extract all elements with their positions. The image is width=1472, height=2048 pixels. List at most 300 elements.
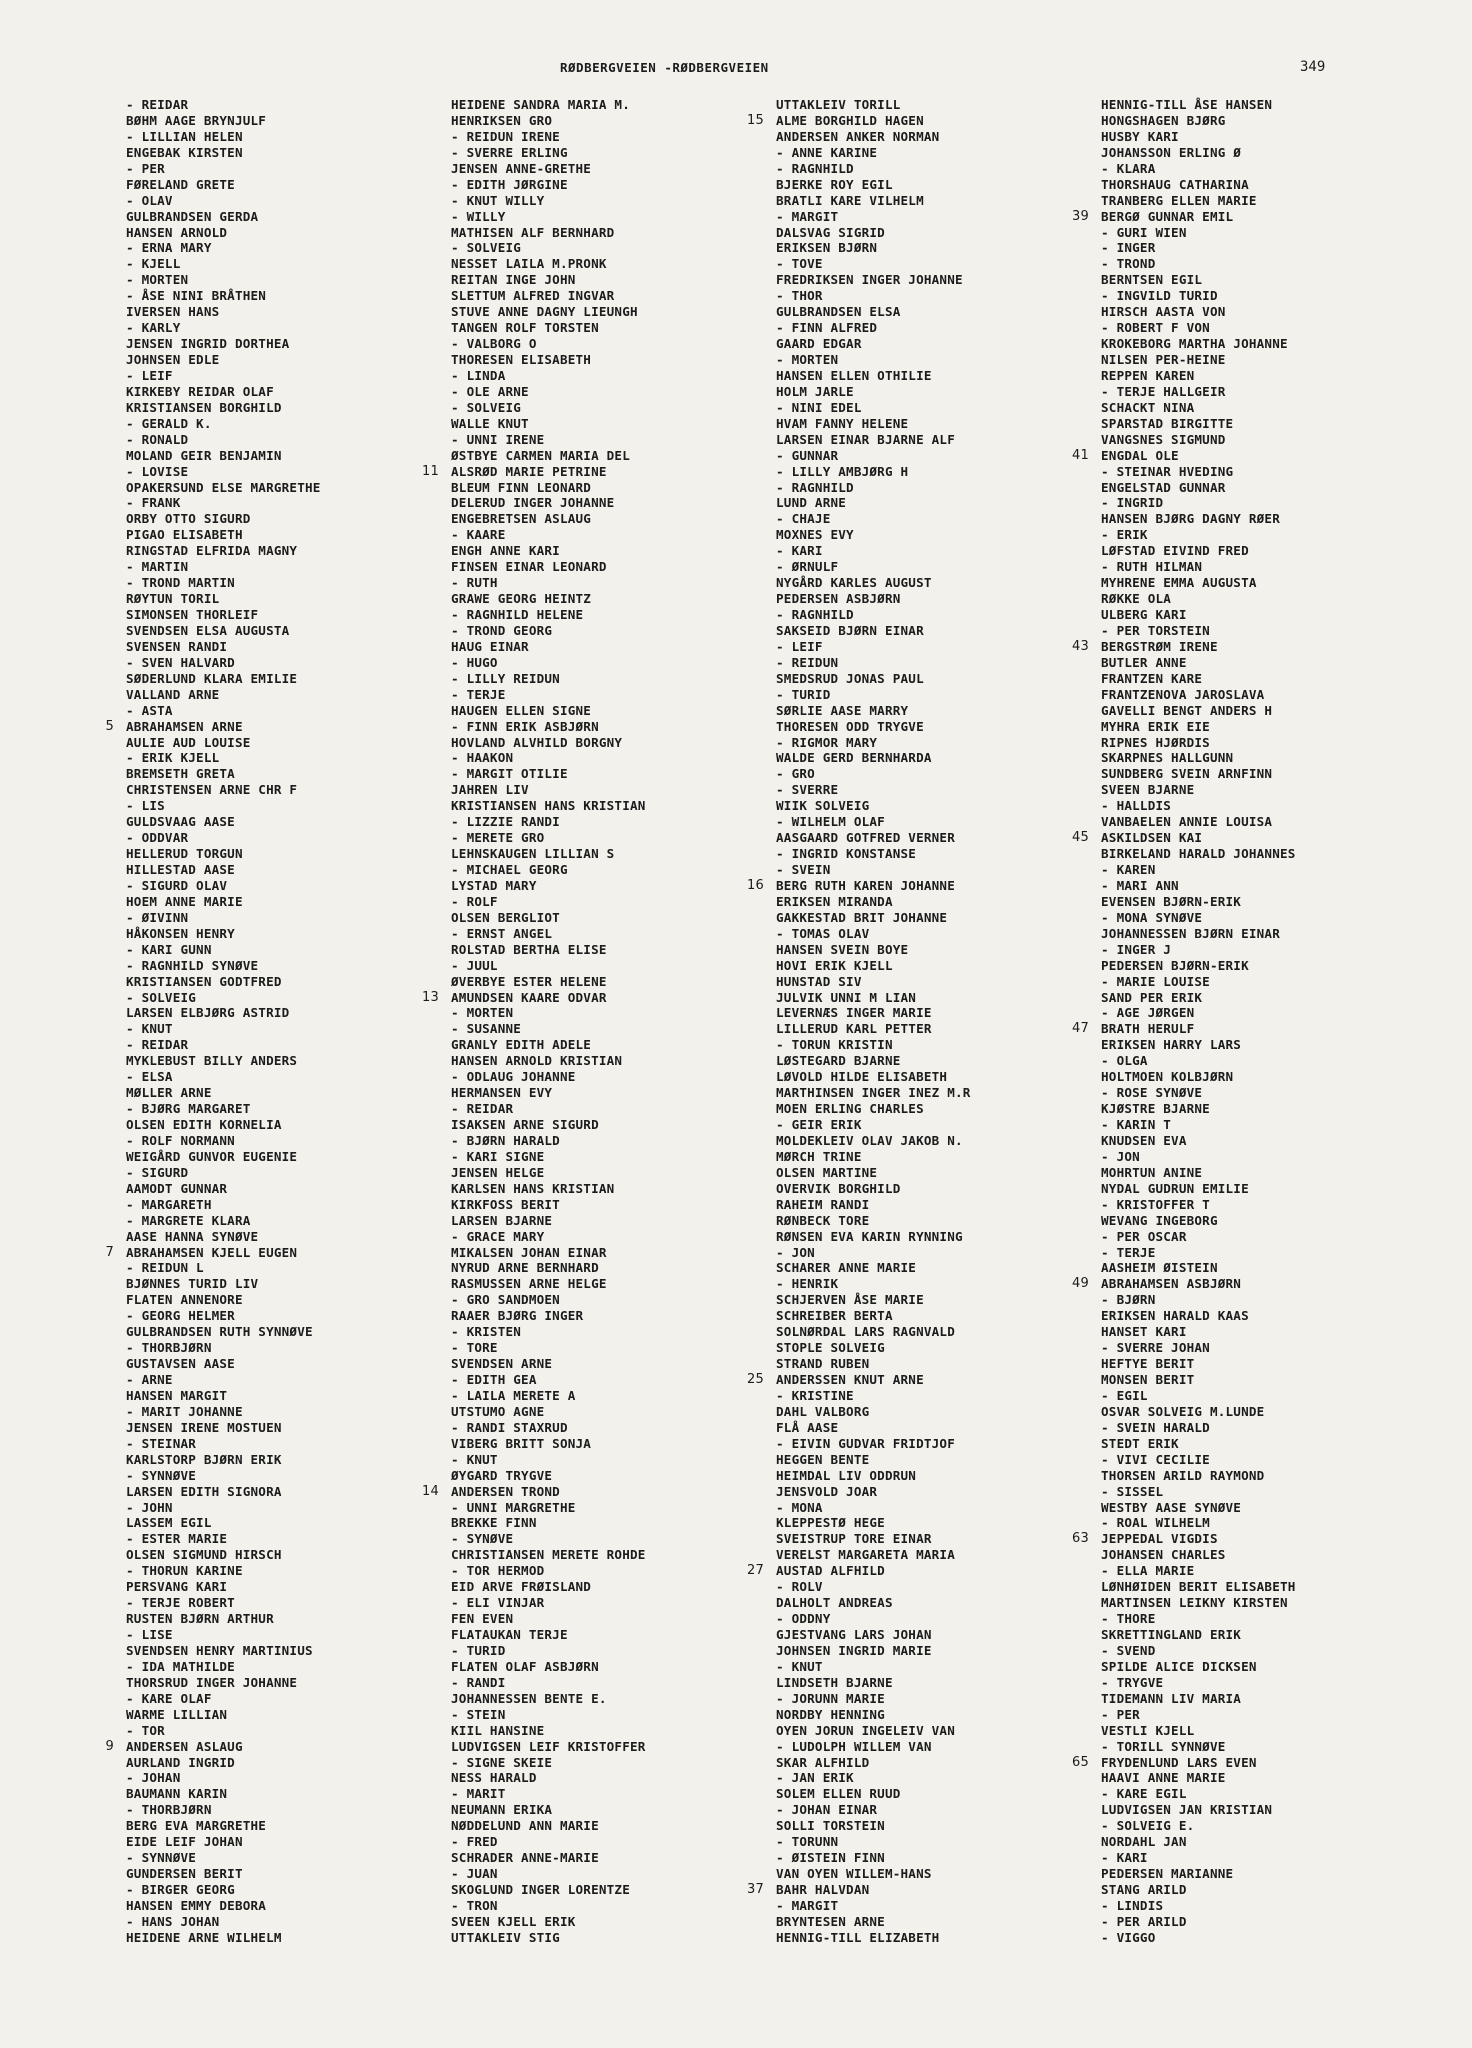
listing-entry: [126, 1021, 446, 1037]
listing-entry: [776, 129, 1096, 145]
listing-entry: [776, 1149, 1096, 1165]
listing-entry: [1101, 240, 1421, 256]
listing-entry: [1101, 1181, 1421, 1197]
house-number: 14: [422, 1483, 439, 1499]
resident-name: - ELLA MARIE: [1101, 1563, 1195, 1579]
listing-entry: [126, 1388, 446, 1404]
listing-entry: [126, 1324, 446, 1340]
resident-name: - BJØRG MARGARET: [126, 1101, 251, 1117]
listing-entry: [776, 1292, 1096, 1308]
listing-entry: [451, 1117, 771, 1133]
resident-name: HENNIG-TILL ÅSE HANSEN: [1101, 97, 1273, 112]
listing-entry: [126, 240, 446, 256]
listing-entry: [126, 1436, 446, 1452]
listing-entry: [451, 1069, 771, 1085]
resident-name: KROKEBORG MARTHA JOHANNE: [1101, 336, 1288, 352]
listing-entry: [126, 1037, 446, 1053]
listing-entry: [1101, 719, 1421, 735]
listing-entry: [126, 1229, 446, 1245]
resident-name: BØHM AAGE BRYNJULF: [126, 112, 267, 128]
listing-entry: [1072, 1021, 1421, 1037]
resident-name: - REIDAR: [451, 1101, 514, 1117]
listing-entry: [1101, 416, 1421, 432]
resident-name: - TROND GEORG: [451, 622, 553, 638]
resident-name: - EDITH JØRGINE: [451, 176, 568, 192]
listing-entry: [126, 1643, 446, 1659]
resident-name: - ROLV: [776, 1579, 823, 1595]
resident-name: BRYNTESEN ARNE: [776, 1913, 885, 1929]
listing-entry: [451, 878, 771, 894]
resident-name: OSVAR SOLVEIG M.LUNDE: [1101, 1403, 1265, 1419]
resident-name: ENGELSTAD GUNNAR: [1101, 479, 1226, 495]
resident-name: - NINI EDEL: [776, 399, 862, 415]
house-number: 45: [1072, 830, 1089, 846]
resident-name: VIBERG BRITT SONJA: [451, 1435, 592, 1451]
listing-entry: [126, 384, 446, 400]
resident-name: TIDEMANN LIV MARIA: [1101, 1690, 1242, 1706]
resident-name: - ERIK KJELL: [126, 750, 220, 766]
column-1: [105, 97, 446, 1946]
listing-entry: [1101, 177, 1421, 193]
listing-entry: [451, 1053, 771, 1069]
listing-entry: [1072, 1276, 1421, 1292]
listing-entry: [776, 1643, 1096, 1659]
resident-name: BREMSETH GRETA: [126, 766, 235, 782]
resident-name: VERELST MARGARETA MARIA: [776, 1547, 955, 1563]
listing-entry: [126, 575, 446, 591]
house-number: 7: [105, 1244, 114, 1260]
resident-name: - MONA SYNØVE: [1101, 909, 1203, 925]
listing-entry: [126, 177, 446, 193]
resident-name: LYSTAD MARY: [451, 877, 537, 893]
listing-entry: [126, 113, 446, 129]
listing-entry: [776, 288, 1096, 304]
resident-name: HAUGEN ELLEN SIGNE: [451, 702, 592, 718]
resident-name: LARSEN ELBJØRG ASTRID: [126, 1005, 290, 1021]
listing-entry: [776, 1404, 1096, 1420]
resident-name: FINSEN EINAR LEONARD: [451, 559, 607, 575]
listing-entry: [1101, 1723, 1421, 1739]
resident-name: - SVEND: [1101, 1642, 1156, 1658]
resident-name: NYGÅRD KARLES AUGUST: [776, 575, 932, 591]
listing-entry: [1101, 1866, 1421, 1882]
listing-entry: [776, 926, 1096, 942]
listing-entry: [451, 910, 771, 926]
resident-name: ANDERSEN ANKER NORMAN: [776, 128, 940, 144]
listing-entry: [1072, 1754, 1421, 1771]
listing-entry: [451, 1037, 771, 1053]
resident-name: - RANDI: [451, 1674, 506, 1690]
resident-name: - JOHAN EINAR: [776, 1802, 878, 1818]
resident-name: ØSTBYE CARMEN MARIA DEL: [451, 447, 630, 463]
resident-name: AASE HANNA SYNØVE: [126, 1228, 259, 1244]
listing-entry: [451, 591, 771, 607]
resident-name: VAN OYEN WILLEM-HANS: [776, 1866, 932, 1882]
resident-name: - KARI: [776, 543, 823, 559]
resident-name: ERIKSEN HARALD KAAS: [1101, 1308, 1249, 1324]
listing-entry: [126, 145, 446, 161]
resident-name: - THORE: [1101, 1611, 1156, 1627]
resident-name: HANSEN EMMY DEBORA: [126, 1897, 267, 1913]
resident-name: - MARGIT: [776, 1897, 839, 1913]
resident-name: BJØNNES TURID LIV: [126, 1276, 259, 1292]
listing-entry: [1101, 846, 1421, 862]
resident-name: KRISTIANSEN BORGHILD: [126, 399, 282, 415]
resident-name: LUND ARNE: [776, 495, 847, 511]
listing-entry: [451, 1372, 771, 1388]
resident-name: HANSEN SVEIN BOYE: [776, 941, 909, 957]
resident-name: VALLAND ARNE: [126, 686, 220, 702]
listing-entry: [776, 1659, 1096, 1675]
listing-entry: [1101, 225, 1421, 241]
resident-name: - LILLY REIDUN: [451, 670, 560, 686]
resident-name: ØVERBYE ESTER HELENE: [451, 973, 607, 989]
listing-entry: [126, 1930, 446, 1946]
listing-entry: [451, 1404, 771, 1420]
resident-name: HUSBY KARI: [1101, 128, 1179, 144]
listing-entry: [451, 1882, 771, 1898]
listing-entry: [451, 384, 771, 400]
resident-name: MARTINSEN LEIKNY KIRSTEN: [1101, 1595, 1288, 1611]
resident-name: - LISE: [126, 1627, 173, 1642]
column-2: [422, 97, 771, 1946]
listing-entry: [776, 671, 1096, 687]
resident-name: - OLE ARNE: [451, 383, 529, 399]
resident-name: WEVANG INGEBORG: [1101, 1212, 1218, 1228]
listing-entry: [451, 1723, 771, 1739]
resident-name: OVERVIK BORGHILD: [776, 1180, 901, 1196]
listing-entry: [126, 990, 446, 1006]
listing-entry: [1101, 1595, 1421, 1611]
listing-entry: [1101, 1101, 1421, 1117]
resident-name: MOEN ERLING CHARLES: [776, 1101, 924, 1117]
listing-entry: [776, 687, 1096, 703]
resident-name: - IDA MATHILDE: [126, 1658, 235, 1674]
resident-name: - FINN ALFRED: [776, 320, 878, 336]
resident-name: STOPLE SOLVEIG: [776, 1340, 885, 1356]
listing-entry: [1101, 432, 1421, 448]
listing-entry: [1101, 990, 1421, 1006]
house-number: 43: [1072, 638, 1089, 654]
listing-entry: [451, 1691, 771, 1707]
listing-entry: [1101, 703, 1421, 719]
resident-name: - GURI WIEN: [1101, 224, 1187, 240]
listing-entry: [1101, 1085, 1421, 1101]
resident-name: THORSEN ARILD RAYMOND: [1101, 1467, 1265, 1483]
listing-entry: [776, 1739, 1096, 1755]
listing-entry: [451, 1436, 771, 1452]
resident-name: BJERKE ROY EGIL: [776, 176, 893, 192]
resident-name: - LEIF: [776, 638, 823, 654]
listing-entry: [1101, 1691, 1421, 1707]
resident-name: AUSTAD ALFHILD: [776, 1563, 885, 1579]
resident-name: - ERNST ANGEL: [451, 925, 553, 941]
listing-entry: [1101, 1340, 1421, 1356]
listing-entry: [451, 288, 771, 304]
listing-entry: [1072, 638, 1421, 655]
resident-name: OLSEN MARTINE: [776, 1164, 878, 1180]
listing-entry: [126, 974, 446, 990]
resident-name: SIMONSEN THORLEIF: [126, 607, 259, 622]
resident-name: OLSEN EDITH KORNELIA: [126, 1117, 282, 1132]
listing-entry: [451, 639, 771, 655]
listing-entry: [776, 1436, 1096, 1452]
listing-entry: [451, 1276, 771, 1292]
resident-name: - REIDUN: [776, 654, 839, 670]
listing-entry: [126, 304, 446, 320]
listing-entry: [776, 942, 1096, 958]
resident-name: ANDERSSEN KNUT ARNE: [776, 1372, 924, 1387]
resident-name: GRANLY EDITH ADELE: [451, 1037, 592, 1053]
resident-name: THORSHAUG CATHARINA: [1101, 176, 1249, 192]
resident-name: - ERIK: [1101, 527, 1148, 543]
resident-name: - JON: [1101, 1148, 1140, 1164]
resident-name: - KARI: [1101, 1850, 1148, 1866]
resident-name: FRANTZENOVA JAROSLAVA: [1101, 686, 1265, 702]
resident-name: STUVE ANNE DAGNY LIEUNGH: [451, 304, 638, 320]
listing-entry: [126, 1149, 446, 1165]
resident-name: HVAM FANNY HELENE: [776, 415, 909, 431]
listing-entry: [1101, 1770, 1421, 1786]
listing-entry: [451, 1245, 771, 1261]
resident-name: GAARD EDGAR: [776, 336, 862, 352]
resident-name: HEIMDAL LIV ODDRUN: [776, 1467, 917, 1483]
resident-name: MOHRTUN ANINE: [1101, 1164, 1203, 1180]
resident-name: KJØSTRE BJARNE: [1101, 1101, 1210, 1117]
house-number: 63: [1072, 1531, 1089, 1547]
resident-name: - TERJE: [1101, 1244, 1156, 1260]
resident-name: AASGAARD GOTFRED VERNER: [776, 830, 955, 846]
resident-name: SVEEN BJARNE: [1101, 782, 1195, 798]
resident-name: RUSTEN BJØRN ARTHUR: [126, 1611, 274, 1627]
resident-name: - UNNI IRENE: [451, 431, 545, 447]
resident-name: UTTAKLEIV TORILL: [776, 97, 901, 112]
resident-name: LINDSETH BJARNE: [776, 1674, 893, 1690]
resident-name: LUDVIGSEN LEIF KRISTOFFER: [451, 1738, 646, 1754]
resident-name: - OLAV: [126, 192, 173, 208]
resident-name: CHRISTENSEN ARNE CHR F: [126, 782, 298, 798]
column-3: [747, 97, 1096, 1946]
listing-entry: [776, 1388, 1096, 1404]
listing-entry: [776, 1276, 1096, 1292]
listing-entry: [126, 735, 446, 751]
resident-name: SVENDSEN HENRY MARTINIUS: [126, 1642, 313, 1658]
resident-name: WESTBY AASE SYNØVE: [1101, 1499, 1242, 1515]
listing-entry: [1101, 1356, 1421, 1372]
page-header: RØDBERGVEIEN -RØDBERGVEIEN: [560, 60, 769, 75]
listing-entry: [126, 1531, 446, 1547]
listing-entry: [451, 177, 771, 193]
listing-entry: [776, 575, 1096, 591]
resident-name: - HUGO: [451, 654, 498, 670]
resident-name: - SYNØVE: [451, 1531, 514, 1547]
listing-entry: [1101, 368, 1421, 384]
listing-entry: [126, 814, 446, 830]
resident-name: - HANS JOHAN: [126, 1913, 220, 1929]
listing-entry: [126, 1500, 446, 1516]
resident-name: - LIS: [126, 798, 165, 814]
listing-entry: [776, 1117, 1096, 1133]
resident-name: - RAGNHILD: [776, 607, 854, 622]
listing-entry: [126, 1723, 446, 1739]
listing-entry: [451, 1739, 771, 1755]
listing-entry: [126, 511, 446, 527]
listing-entry: [776, 193, 1096, 209]
resident-name: - SVEIN HARALD: [1101, 1419, 1210, 1435]
resident-name: - ØRNULF: [776, 559, 839, 575]
listing-entry: [451, 942, 771, 958]
resident-name: NESSET LAILA M.PRONK: [451, 256, 607, 272]
listing-entry: [105, 1738, 446, 1755]
listing-entry: [451, 1563, 771, 1579]
resident-name: - BJØRN: [1101, 1292, 1156, 1308]
resident-name: - ELI VINJAR: [451, 1595, 545, 1611]
resident-name: WALDE GERD BERNHARDA: [776, 750, 932, 766]
listing-entry: [451, 272, 771, 288]
listing-entry: [451, 1149, 771, 1165]
resident-name: LARSEN EDITH SIGNORA: [126, 1483, 282, 1499]
listing-entry: [451, 1292, 771, 1308]
listing-entry: [776, 798, 1096, 814]
resident-name: - LUDOLPH WILLEM VAN: [776, 1738, 932, 1754]
listing-entry: [451, 495, 771, 511]
resident-name: BAHR HALVDAN: [776, 1882, 870, 1897]
listing-entry: [776, 862, 1096, 878]
resident-name: THORESEN ODD TRYGVE: [776, 718, 924, 734]
listing-entry: [451, 320, 771, 336]
listing-entry: [451, 703, 771, 719]
listing-entry: [776, 272, 1096, 288]
resident-name: LARSEN EINAR BJARNE ALF: [776, 431, 955, 447]
resident-name: PEDERSEN MARIANNE: [1101, 1866, 1234, 1882]
listing-entry: [422, 989, 771, 1006]
resident-name: RASMUSSEN ARNE HELGE: [451, 1276, 607, 1292]
resident-name: PEDERSEN ASBJØRN: [776, 591, 901, 607]
listing-entry: [776, 719, 1096, 735]
resident-name: - GRO: [776, 766, 815, 782]
resident-name: - HALLDIS: [1101, 798, 1172, 814]
resident-name: - MARI ANN: [1101, 877, 1179, 893]
resident-name: PERSVANG KARI: [126, 1579, 228, 1595]
resident-name: - KNUT WILLY: [451, 192, 545, 208]
listing-entry: [126, 352, 446, 368]
resident-name: BREKKE FINN: [451, 1515, 537, 1531]
listing-entry: [1101, 750, 1421, 766]
resident-name: - MORTEN: [126, 272, 189, 288]
resident-name: WALLE KNUT: [451, 415, 529, 431]
resident-name: - TURID: [451, 1642, 506, 1658]
listing-entry: [776, 1484, 1096, 1500]
resident-name: - GERALD K.: [126, 415, 212, 431]
resident-name: - KRISTEN: [451, 1324, 522, 1340]
listing-entry: [1101, 623, 1421, 639]
listing-entry: [451, 559, 771, 575]
resident-name: KIIL HANSINE: [451, 1722, 545, 1738]
resident-name: HEIDENE ARNE WILHELM: [126, 1929, 282, 1945]
resident-name: GUNDERSEN BERIT: [126, 1866, 243, 1882]
listing-entry: [451, 1707, 771, 1723]
resident-name: RAAER BJØRG INGER: [451, 1308, 584, 1324]
house-number: 47: [1072, 1021, 1089, 1037]
resident-name: SØRLIE AASE MARRY: [776, 702, 909, 718]
listing-entry: [126, 464, 446, 480]
listing-entry: [451, 1531, 771, 1547]
listing-entry: [776, 543, 1096, 559]
listing-entry: [126, 862, 446, 878]
resident-name: GULDSVAAG AASE: [126, 814, 235, 830]
listing-entry: [451, 129, 771, 145]
resident-name: - SVEIN: [776, 862, 831, 877]
listing-entry: [776, 1707, 1096, 1723]
resident-name: - KARIN T: [1101, 1117, 1172, 1132]
resident-name: SCHJERVEN ÅSE MARIE: [776, 1292, 924, 1308]
resident-name: - KLARA: [1101, 160, 1156, 176]
resident-name: ULBERG KARI: [1101, 607, 1187, 622]
listing-entry: [1101, 1739, 1421, 1755]
listing-entry: [1101, 113, 1421, 129]
listing-entry: [1101, 1930, 1421, 1946]
listing-entry: [451, 240, 771, 256]
resident-name: HANSEN ARNOLD: [126, 224, 228, 240]
listing-entry: [451, 1786, 771, 1802]
listing-entry: [776, 336, 1096, 352]
resident-name: - SOLVEIG: [126, 989, 197, 1005]
listing-entry: [451, 1133, 771, 1149]
listing-entry: [776, 1229, 1096, 1245]
resident-name: - MERETE GRO: [451, 830, 545, 846]
listing-entry: [1101, 766, 1421, 782]
resident-name: - ROSE SYNØVE: [1101, 1085, 1203, 1101]
listing-entry: [451, 974, 771, 990]
resident-name: OPAKERSUND ELSE MARGRETHE: [126, 479, 321, 495]
listing-entry: [776, 990, 1096, 1006]
listing-entry: [451, 894, 771, 910]
listing-entry: [776, 1595, 1096, 1611]
resident-name: MIKALSEN JOHAN EINAR: [451, 1244, 607, 1260]
listing-entry: [126, 416, 446, 432]
resident-name: HAAVI ANNE MARIE: [1101, 1770, 1226, 1786]
resident-name: - ASTA: [126, 702, 173, 718]
listing-entry: [451, 655, 771, 671]
listing-entry: [776, 703, 1096, 719]
resident-name: - SOLVEIG E.: [1101, 1818, 1195, 1834]
resident-name: AMUNDSEN KAARE ODVAR: [451, 989, 607, 1005]
listing-entry: [126, 1356, 446, 1372]
listing-entry: [1072, 208, 1421, 225]
resident-name: - STEINAR HVEDING: [1101, 463, 1234, 479]
resident-name: ABRAHAMSEN ASBJØRN: [1101, 1276, 1242, 1292]
listing-entry: [1101, 304, 1421, 320]
house-number: 16: [747, 877, 764, 893]
listing-entry: [451, 1452, 771, 1468]
resident-name: AURLAND INGRID: [126, 1754, 235, 1770]
resident-name: NYRUD ARNE BERNHARD: [451, 1260, 599, 1276]
listing-entry: [451, 1308, 771, 1324]
listing-entry: [776, 1755, 1096, 1771]
listing-entry: [126, 1882, 446, 1898]
resident-name: LØNHØIDEN BERIT ELISABETH: [1101, 1579, 1296, 1595]
resident-name: FLATAUKAN TERJE: [451, 1627, 568, 1642]
resident-name: BERNTSEN EGIL: [1101, 272, 1203, 288]
resident-name: - KRISTINE: [776, 1387, 854, 1403]
listing-entry: [776, 1260, 1096, 1276]
listing-entry: [1101, 1133, 1421, 1149]
resident-name: MATHISEN ALF BERNHARD: [451, 224, 615, 240]
listing-entry: [776, 1723, 1096, 1739]
listing-entry: [747, 1372, 1096, 1388]
resident-name: - INGVILD TURID: [1101, 288, 1218, 304]
listing-entry: [126, 480, 446, 496]
